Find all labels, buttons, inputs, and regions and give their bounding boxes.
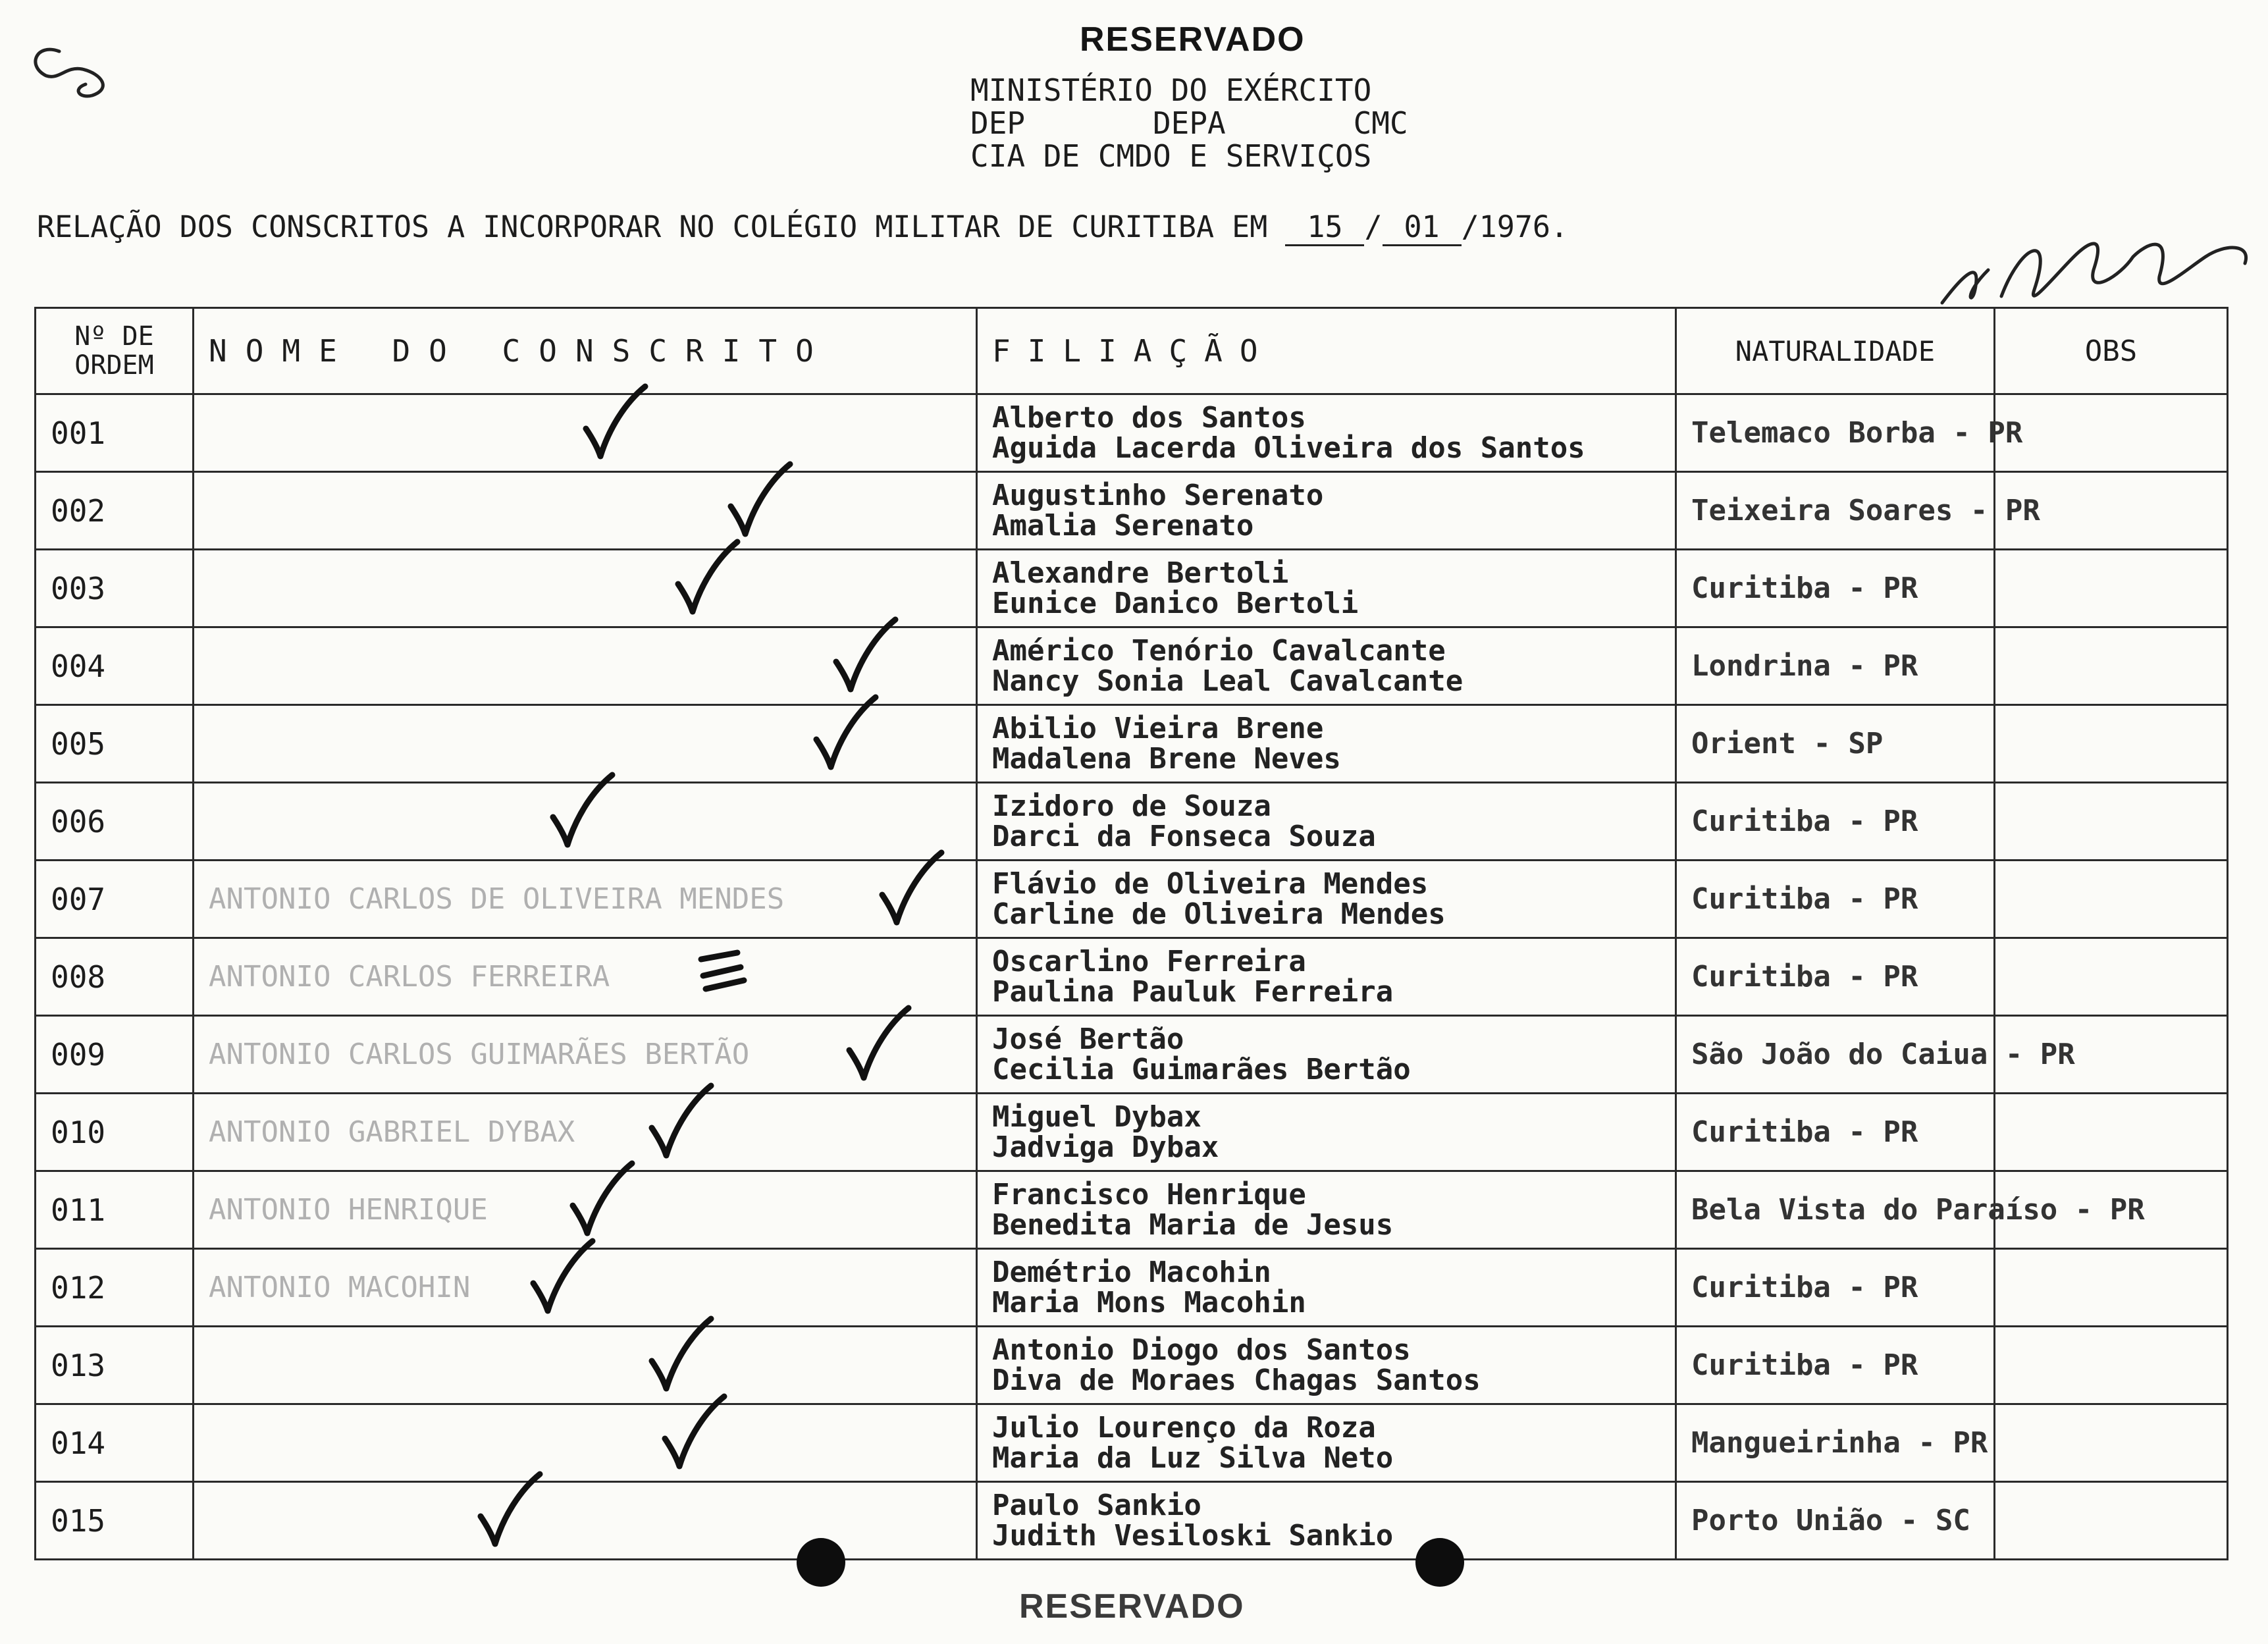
header-filiacao: FILIAÇÃO <box>977 308 1676 394</box>
table-row <box>36 627 2228 705</box>
cell-obs <box>1995 783 2228 861</box>
table-row <box>36 1327 2228 1404</box>
check-mark-icon <box>810 693 882 772</box>
naturalidade-value: Curitiba - PR <box>1691 1271 1918 1304</box>
cell-naturalidade <box>1676 1171 2145 1249</box>
naturalidade-value: Telemaco Borba - PR <box>1691 416 2023 450</box>
cell-naturalidade <box>1676 1249 1995 1327</box>
check-mark-icon <box>691 926 764 1005</box>
reservado-stamp-bottom: RESERVADO <box>1019 1587 1245 1626</box>
conscript-name: ANTONIO CARLOS FERREIRA <box>209 960 610 994</box>
table-row <box>36 938 2228 1016</box>
ordem-number: 015 <box>51 1502 106 1539</box>
cell-naturalidade <box>1676 1404 1995 1482</box>
father-name: Oscarlino Ferreira <box>992 944 1306 978</box>
ordem-number: 006 <box>51 803 106 839</box>
cell-naturalidade <box>1676 394 2023 472</box>
cell-nome <box>194 861 977 938</box>
check-mark-icon <box>672 538 744 617</box>
cell-ordem <box>36 938 194 1016</box>
cell-filiacao <box>977 1327 1676 1404</box>
check-mark-icon <box>546 771 619 850</box>
cell-obs <box>1995 1327 2228 1404</box>
cell-nome <box>194 1482 977 1560</box>
conscripts-table <box>34 307 2228 1560</box>
father-name: Izidoro de Souza <box>992 789 1271 823</box>
cell-filiacao <box>977 1016 1676 1094</box>
ordem-number: 003 <box>51 570 106 606</box>
father-name: José Bertão <box>992 1022 1184 1056</box>
header-line-cia: CIA DE CMDO E SERVIÇOS <box>970 138 1372 174</box>
check-mark-icon <box>645 1315 718 1394</box>
cell-ordem <box>36 1327 194 1404</box>
cell-filiacao <box>977 627 1676 705</box>
cell-ordem <box>36 783 194 861</box>
cell-filiacao <box>977 472 1676 550</box>
cell-naturalidade <box>1676 1482 1995 1560</box>
table-row <box>36 1094 2228 1171</box>
cell-obs <box>1995 1482 2228 1560</box>
reservado-stamp-top: RESERVADO <box>1080 20 1305 59</box>
check-mark-icon <box>527 1237 599 1316</box>
cell-ordem <box>36 627 194 705</box>
table-row <box>36 394 2228 472</box>
table-row <box>36 783 2228 861</box>
cell-filiacao <box>977 938 1676 1016</box>
cell-filiacao <box>977 550 1676 627</box>
check-mark-icon <box>579 383 652 462</box>
mother-name: Diva de Moraes Chagas Santos <box>992 1363 1481 1397</box>
mother-name: Madalena Brene Neves <box>992 741 1341 776</box>
cell-naturalidade <box>1676 1327 1995 1404</box>
ordem-number: 012 <box>51 1269 106 1306</box>
cell-obs <box>1995 861 2228 938</box>
conscript-name: ANTONIO GABRIEL DYBAX <box>209 1115 575 1149</box>
naturalidade-value: Londrina - PR <box>1691 649 1918 683</box>
ordem-number: 002 <box>51 492 106 529</box>
cell-naturalidade <box>1676 861 1995 938</box>
check-mark-icon <box>645 1082 718 1161</box>
father-name: Antonio Diogo dos Santos <box>992 1333 1411 1367</box>
cell-obs <box>1995 627 2228 705</box>
conscript-name: ANTONIO CARLOS GUIMARÃES BERTÃO <box>209 1038 750 1071</box>
document-title: RELAÇÃO DOS CONSCRITOS A INCORPORAR NO COLÉGIO MILITAR DE CURITIBA EM 15 / 01 /1976. <box>37 209 1568 246</box>
ordem-number: 008 <box>51 959 106 995</box>
naturalidade-value: Curitiba - PR <box>1691 805 1918 838</box>
title-year: 1976 <box>1479 209 1551 244</box>
header-ordem-line2: ORDEM <box>74 350 154 381</box>
table-row <box>36 1171 2228 1249</box>
document-header <box>970 74 1408 172</box>
ordem-number: 001 <box>51 415 106 451</box>
header-line-ministerio: MINISTÉRIO DO EXÉRCITO <box>970 72 1372 108</box>
table-row <box>36 861 2228 938</box>
father-name: Alexandre Bertoli <box>992 556 1289 590</box>
table-row <box>36 705 2228 783</box>
naturalidade-value: Bela Vista do Paraíso - PR <box>1691 1193 2145 1227</box>
cell-filiacao <box>977 705 1676 783</box>
header-ordem <box>36 308 194 394</box>
cell-ordem <box>36 1249 194 1327</box>
cell-ordem <box>36 705 194 783</box>
mother-name: Jadviga Dybax <box>992 1130 1219 1164</box>
cell-ordem <box>36 1094 194 1171</box>
punch-hole <box>797 1538 845 1587</box>
conscript-name: ANTONIO MACOHIN <box>209 1271 471 1304</box>
naturalidade-value: Curitiba - PR <box>1691 571 1918 605</box>
cell-obs <box>1995 938 2228 1016</box>
title-month: 01 <box>1383 209 1462 246</box>
signature <box>1922 217 2265 316</box>
check-mark-icon <box>724 460 797 539</box>
mother-name: Paulina Pauluk Ferreira <box>992 974 1394 1009</box>
check-mark-icon <box>658 1392 731 1472</box>
conscript-name: ANTONIO CARLOS DE OLIVEIRA MENDES <box>209 882 785 916</box>
table-row <box>36 1482 2228 1560</box>
cell-ordem <box>36 1016 194 1094</box>
cell-ordem <box>36 1404 194 1482</box>
ordem-number: 005 <box>51 726 106 762</box>
father-name: Flávio de Oliveira Mendes <box>992 866 1429 901</box>
mother-name: Maria da Luz Silva Neto <box>992 1441 1394 1475</box>
naturalidade-value: Curitiba - PR <box>1691 882 1918 916</box>
father-name: Francisco Henrique <box>992 1177 1306 1211</box>
header-line-dep: DEP DEPA CMC <box>970 105 1408 141</box>
header-obs: OBS <box>1995 308 2228 394</box>
cell-naturalidade <box>1676 472 2040 550</box>
ordem-number: 007 <box>51 881 106 917</box>
naturalidade-value: Orient - SP <box>1691 727 1884 760</box>
cell-obs <box>1995 1404 2228 1482</box>
cell-obs <box>1995 1249 2228 1327</box>
naturalidade-value: Curitiba - PR <box>1691 960 1918 994</box>
cell-naturalidade <box>1676 783 1995 861</box>
father-name: Julio Lourenço da Roza <box>992 1410 1376 1445</box>
title-end: . <box>1550 209 1569 244</box>
cell-filiacao <box>977 394 1676 472</box>
conscript-name: ANTONIO HENRIQUE <box>209 1193 488 1227</box>
cell-ordem <box>36 472 194 550</box>
title-day: 15 <box>1285 209 1364 246</box>
check-mark-icon <box>830 616 902 695</box>
mother-name: Maria Mons Macohin <box>992 1285 1306 1319</box>
table-row <box>36 1249 2228 1327</box>
father-name: Miguel Dybax <box>992 1100 1201 1134</box>
mother-name: Judith Vesiloski Sankio <box>992 1518 1394 1552</box>
naturalidade-value: Porto União - SC <box>1691 1504 1970 1537</box>
handwritten-mark <box>20 40 125 112</box>
mother-name: Aguida Lacerda Oliveira dos Santos <box>992 431 1585 465</box>
cell-ordem <box>36 1482 194 1560</box>
cell-nome <box>194 1404 977 1482</box>
cell-filiacao <box>977 1094 1676 1171</box>
cell-naturalidade <box>1676 1016 2075 1094</box>
cell-naturalidade <box>1676 627 1995 705</box>
ordem-number: 009 <box>51 1036 106 1073</box>
ordem-number: 010 <box>51 1114 106 1150</box>
naturalidade-value: Mangueirinha - PR <box>1691 1426 1988 1460</box>
mother-name: Nancy Sonia Leal Cavalcante <box>992 664 1464 698</box>
cell-filiacao <box>977 1249 1676 1327</box>
check-mark-icon <box>566 1159 639 1238</box>
cell-nome <box>194 1327 977 1404</box>
table-row <box>36 1016 2228 1094</box>
cell-ordem <box>36 394 194 472</box>
mother-name: Eunice Danico Bertoli <box>992 586 1359 620</box>
cell-filiacao <box>977 1404 1676 1482</box>
header-nome: NOME DO CONSCRITO <box>194 308 977 394</box>
mother-name: Carline de Oliveira Mendes <box>992 897 1446 931</box>
table-row <box>36 550 2228 627</box>
punch-hole <box>1415 1538 1464 1587</box>
mother-name: Darci da Fonseca Souza <box>992 819 1376 853</box>
ordem-number: 014 <box>51 1425 106 1461</box>
table-row <box>36 1404 2228 1482</box>
header-ordem-line1: Nº DE <box>74 321 154 352</box>
table-row <box>36 472 2228 550</box>
cell-naturalidade <box>1676 705 1995 783</box>
cell-nome <box>194 472 977 550</box>
naturalidade-value: Curitiba - PR <box>1691 1115 1918 1149</box>
cell-obs <box>1995 550 2228 627</box>
cell-obs <box>1995 394 2228 472</box>
cell-obs <box>1995 705 2228 783</box>
cell-naturalidade <box>1676 938 1995 1016</box>
check-mark-icon <box>474 1470 546 1549</box>
father-name: Demétrio Macohin <box>992 1255 1271 1289</box>
cell-filiacao <box>977 1482 1676 1560</box>
mother-name: Benedita Maria de Jesus <box>992 1207 1394 1242</box>
naturalidade-value: São João do Caiua - PR <box>1691 1038 2075 1071</box>
naturalidade-value: Curitiba - PR <box>1691 1348 1918 1382</box>
cell-ordem <box>36 861 194 938</box>
cell-filiacao <box>977 1171 1676 1249</box>
father-name: Abilio Vieira Brene <box>992 711 1324 745</box>
cell-naturalidade <box>1676 1094 1995 1171</box>
header-naturalidade: NATURALIDADE <box>1676 308 1995 394</box>
naturalidade-value: Teixeira Soares - PR <box>1691 494 2040 527</box>
cell-filiacao <box>977 861 1676 938</box>
table-header-row <box>36 308 2228 394</box>
mother-name: Cecilia Guimarães Bertão <box>992 1052 1411 1086</box>
father-name: Paulo Sankio <box>992 1488 1201 1522</box>
cell-naturalidade <box>1676 550 1995 627</box>
father-name: Alberto dos Santos <box>992 400 1306 435</box>
ordem-number: 013 <box>51 1347 106 1383</box>
cell-obs <box>1995 1094 2228 1171</box>
check-mark-icon <box>876 849 948 928</box>
cell-ordem <box>36 550 194 627</box>
mother-name: Amalia Serenato <box>992 508 1254 543</box>
cell-filiacao <box>977 783 1676 861</box>
ordem-number: 004 <box>51 648 106 684</box>
cell-ordem <box>36 1171 194 1249</box>
ordem-number: 011 <box>51 1192 106 1228</box>
father-name: Américo Tenório Cavalcante <box>992 633 1446 668</box>
father-name: Augustinho Serenato <box>992 478 1324 512</box>
check-mark-icon <box>843 1004 915 1083</box>
title-text: RELAÇÃO DOS CONSCRITOS A INCORPORAR NO COLÉGIO MILITAR DE CURITIBA EM <box>37 209 1268 244</box>
